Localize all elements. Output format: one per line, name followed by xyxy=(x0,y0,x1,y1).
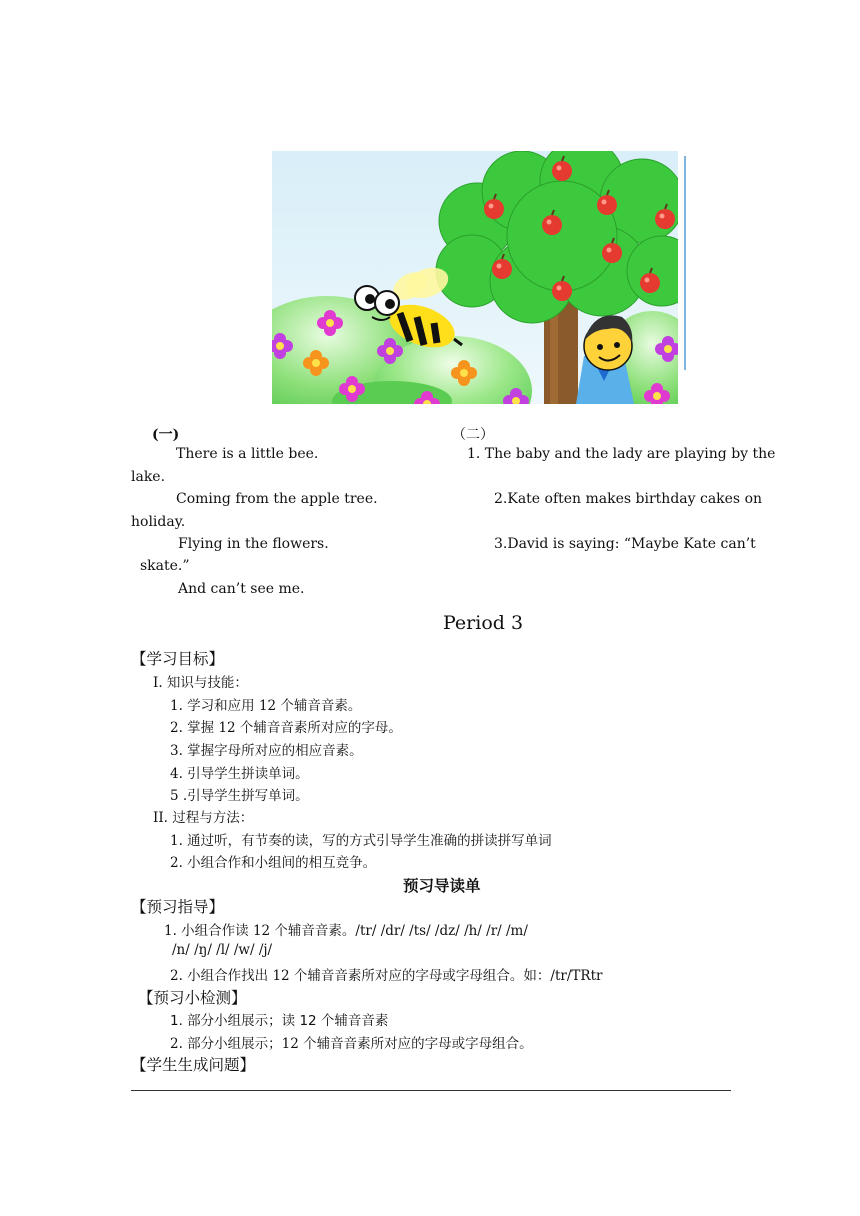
objective-item-5: 5 .引导学生拼写单词。 xyxy=(170,788,309,804)
footer-rule xyxy=(131,1090,731,1091)
objectives-section-1-label: I. 知识与技能： xyxy=(153,675,248,691)
guidance-item-1-line-1: 1. 小组合作读 12 个辅音音素。/tr/ /dr/ /ts/ /dz/ /h/ /r/ /m/ xyxy=(164,923,528,939)
preview-title: 预习导读单 xyxy=(403,877,481,895)
process-item-1: 1. 通过听，有节奏的读，写的方式引导学生准确的拼读拼写单词 xyxy=(170,833,552,849)
questions-heading: 【学生生成问题】 xyxy=(131,1056,256,1074)
guidance-item-1-line-2: /n/ /ŋ/ /l/ /w/ /j/ xyxy=(172,942,273,958)
objectives-section-2-label: II. 过程与方法： xyxy=(153,810,254,826)
guidance-item-2: 2. 小组合作找出 12 个辅音音素所对应的字母或字母组合。如：/tr/TRtr xyxy=(170,968,603,984)
bee-apple-tree-illustration xyxy=(272,151,678,404)
decorative-blue-line xyxy=(684,156,686,370)
objectives-heading: 【学习目标】 xyxy=(131,650,225,668)
objective-item-2: 2. 掌握 12 个辅音音素所对应的字母。 xyxy=(170,720,402,736)
sentence-3-line-2: skate.” xyxy=(140,558,190,574)
check-heading: 【预习小检测】 xyxy=(138,989,247,1007)
sentence-1-line-2: lake. xyxy=(131,469,166,485)
sentence-1-line-1: 1. The baby and the lady are playing by the xyxy=(467,446,776,462)
poem-line-1: There is a little bee. xyxy=(176,446,319,462)
check-item-1: 1. 部分小组展示；读 12 个辅音音素 xyxy=(170,1013,389,1029)
period-title: Period 3 xyxy=(443,612,524,634)
poem-line-3: Flying in the flowers. xyxy=(178,536,329,552)
sentence-3-line-1: 3.David is saying: “Maybe Kate can’t xyxy=(494,536,756,552)
guidance-heading: 【预习指导】 xyxy=(131,898,225,916)
sentence-2-line-1: 2.Kate often makes birthday cakes on xyxy=(494,491,763,507)
poem-heading: (一) xyxy=(152,427,180,443)
sentences-heading: （二） xyxy=(452,427,494,443)
poem-line-4: And can’t see me. xyxy=(178,581,305,597)
process-item-2: 2. 小组合作和小组间的相互竞争。 xyxy=(170,855,377,871)
objective-item-4: 4. 引导学生拼读单词。 xyxy=(170,766,309,782)
check-item-2: 2. 部分小组展示；12 个辅音音素所对应的字母或字母组合。 xyxy=(170,1036,533,1052)
objective-item-3: 3. 掌握字母所对应的相应音素。 xyxy=(170,743,363,759)
sentence-2-line-2: holiday. xyxy=(131,514,186,530)
objective-item-1: 1. 学习和应用 12 个辅音音素。 xyxy=(170,698,362,714)
poem-line-2: Coming from the apple tree. xyxy=(176,491,378,507)
